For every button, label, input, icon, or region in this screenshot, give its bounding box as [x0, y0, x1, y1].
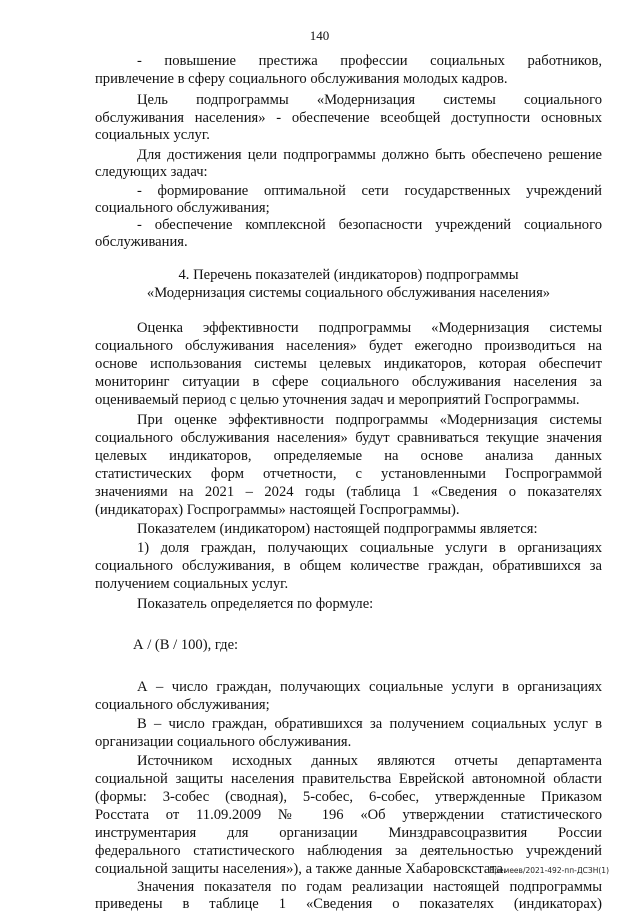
- paragraph-line: инструментария для организации Минздравсоцразвития России: [95, 825, 602, 841]
- paragraph-line: Источником исходных данных являются отчеты департамента: [137, 753, 602, 769]
- paragraph-line: получением социальных услуг.: [95, 576, 289, 592]
- paragraph-line: значениями на 2021 – 2024 годы (таблица 1 «Сведения о показателях: [95, 484, 602, 500]
- paragraph-line: социальных услуг.: [95, 127, 210, 143]
- paragraph-line: - формирование оптимальной сети государственных учреждений: [137, 183, 602, 199]
- paragraph-line: Показатель определяется по формуле:: [137, 596, 374, 612]
- paragraph-line: федерального статистического наблюдения за деятельностью учреждений: [95, 843, 602, 859]
- paragraph-line: социального обслуживания;: [95, 697, 270, 713]
- paragraph-line: обслуживания.: [95, 234, 188, 250]
- paragraph-line: основе использования системы целевых индикаторов, которая обеспечит: [95, 356, 602, 372]
- paragraph-line: социального обслуживания, в общем количестве граждан, обратившихся за: [95, 558, 602, 574]
- paragraph-line: Для достижения цели подпрограммы должно быть обеспечено решение: [137, 147, 602, 163]
- formula: А / (В / 100), где:: [133, 637, 239, 653]
- paragraph-line: В – число граждан, обратившихся за получением социальных услуг в: [137, 716, 602, 732]
- paragraph-line: статистических форм отчетности, с установленными Госпрограммой: [95, 466, 602, 482]
- paragraph-line: социальной защиты населения»), а также данные Хабаровскстата.: [95, 861, 507, 877]
- paragraph-line: Росстата от 11.09.2009 № 196 «Об утверждении статистического: [95, 807, 602, 823]
- paragraph-line: Оценка эффективности подпрограммы «Модернизация системы: [137, 320, 602, 336]
- paragraph-line: Цель подпрограммы «Модернизация системы социального: [137, 92, 602, 108]
- paragraph-line: организации социального обслуживания.: [95, 734, 352, 750]
- paragraph-line: социального обслуживания;: [95, 200, 270, 216]
- paragraph-line: - повышение престижа профессии социальных работников,: [137, 53, 602, 69]
- paragraph-line: Показателем (индикатором) настоящей подпрограммы является:: [137, 521, 538, 537]
- paragraph-line: (формы: 3-собес (сводная), 5-собес, 6-собес, утвержденные Приказом: [95, 789, 602, 805]
- paragraph-line: При оценке эффективности подпрограммы «Модернизация системы: [137, 412, 602, 428]
- paragraph-line: А – число граждан, получающих социальные услуги в организациях: [137, 679, 602, 695]
- paragraph-line: социального обслуживания населения» будут сравниваться текущие значения: [95, 430, 602, 446]
- section-heading: «Модернизация системы социального обслуживания населения»: [146, 285, 551, 301]
- section-heading: 4. Перечень показателей (индикаторов) подпрограммы: [178, 267, 519, 283]
- document-footer-code: Еремеев/2021-492-пп-ДСЗН(1): [489, 866, 609, 875]
- page-number: 140: [309, 28, 330, 43]
- paragraph-line: оцениваемый период с целью уточнения задач и мероприятий Госпрограммы.: [95, 392, 580, 408]
- paragraph-line: обслуживания населения» - обеспечение всеобщей доступности основных: [95, 110, 602, 126]
- paragraph-line: целевых индикаторов, определяемые на основе анализа данных: [95, 448, 602, 464]
- paragraph-line: мониторинг ситуации в сфере социального обслуживания населения за: [95, 374, 602, 390]
- paragraph-line: социального обслуживания населения» будет ежегодно производиться на: [95, 338, 602, 354]
- paragraph-line: привлечение в сферу социального обслуживания молодых кадров.: [95, 71, 508, 87]
- paragraph-line: социальной защиты населения правительства Еврейской автономной области: [95, 771, 602, 787]
- paragraph-line: следующих задач:: [95, 164, 208, 180]
- paragraph-line: - обеспечение комплексной безопасности учреждений социального: [137, 217, 602, 233]
- paragraph-line: приведены в таблице 1 «Сведения о показателях (индикаторах): [95, 896, 602, 912]
- paragraph-line: 1) доля граждан, получающих социальные услуги в организациях: [137, 540, 602, 556]
- paragraph-line: Значения показателя по годам реализации настоящей подпрограммы: [137, 879, 602, 895]
- paragraph-line: (индикаторах) Госпрограммы» настоящей Госпрограммы).: [95, 502, 460, 518]
